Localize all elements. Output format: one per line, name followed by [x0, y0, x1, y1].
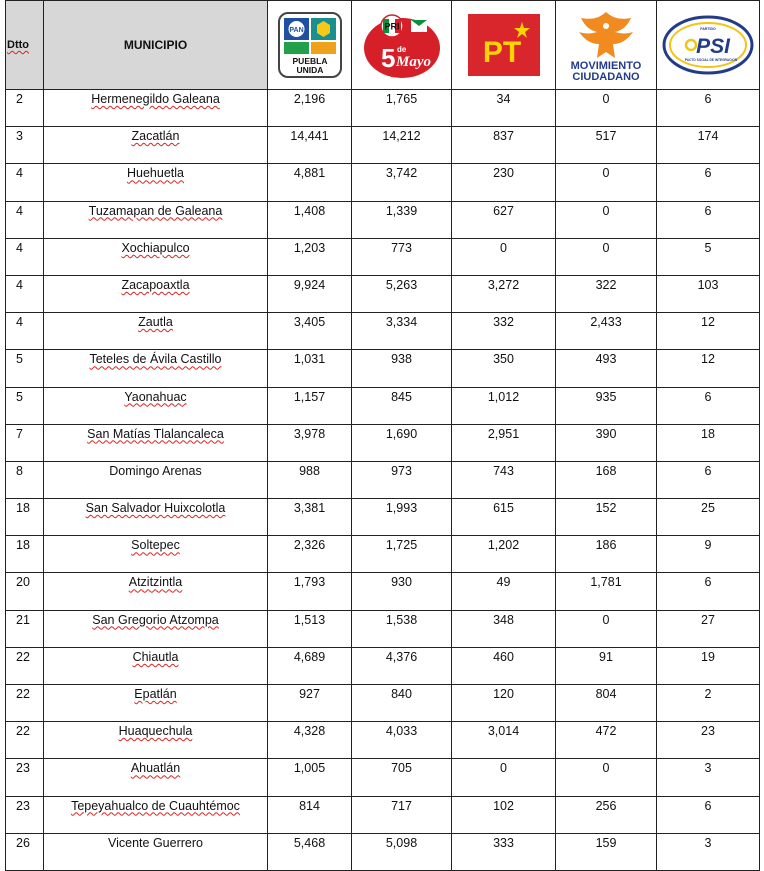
cell-pt: 102: [452, 796, 556, 833]
table-row: [6, 313, 760, 350]
cell-psi: 23: [657, 722, 760, 759]
cell-pri: 14,212: [352, 127, 452, 164]
cell-municipio: Xochiapulco: [44, 238, 268, 275]
svg-text:PAN: PAN: [288, 27, 304, 34]
cell-puebla-unida: 1,031: [268, 350, 352, 387]
psi-top-label: PARTIDO: [700, 27, 716, 31]
cell-pri: 1,725: [352, 536, 452, 573]
cell-puebla-unida: 4,328: [268, 722, 352, 759]
cell-psi: 3: [657, 833, 760, 870]
pt-logo: [466, 12, 542, 78]
psi-label: PSI: [696, 35, 730, 58]
results-table: [5, 0, 760, 871]
cell-puebla-unida: 9,924: [268, 275, 352, 312]
unida-label: UNIDA: [296, 65, 323, 75]
cell-psi: 6: [657, 387, 760, 424]
table-row: [6, 610, 760, 647]
cell-puebla-unida: 4,689: [268, 647, 352, 684]
table-row: [6, 201, 760, 238]
cell-pri: 973: [352, 461, 452, 498]
cell-puebla-unida: 1,513: [268, 610, 352, 647]
cell-pri: 5,098: [352, 833, 452, 870]
cell-municipio: San Gregorio Atzompa: [44, 610, 268, 647]
cell-dtto: 4: [6, 238, 44, 275]
cell-puebla-unida: 4,881: [268, 164, 352, 201]
table-row: [6, 275, 760, 312]
cell-municipio: Chiautla: [44, 647, 268, 684]
cell-pri: 717: [352, 796, 452, 833]
cell-psi: 9: [657, 536, 760, 573]
cell-pri: 1,339: [352, 201, 452, 238]
cell-psi: 5: [657, 238, 760, 275]
cell-pri: 705: [352, 759, 452, 796]
cell-puebla-unida: 14,441: [268, 127, 352, 164]
cell-movimiento-ciudadano: 0: [556, 164, 657, 201]
cell-movimiento-ciudadano: 935: [556, 387, 657, 424]
table-row: [6, 833, 760, 870]
cell-pri: 1,690: [352, 424, 452, 461]
cell-dtto: 22: [6, 685, 44, 722]
cell-psi: 103: [657, 275, 760, 312]
header-psi: [657, 1, 760, 90]
cell-psi: 6: [657, 201, 760, 238]
cell-psi: 6: [657, 164, 760, 201]
table-row: [6, 499, 760, 536]
cell-pri: 4,376: [352, 647, 452, 684]
cell-puebla-unida: 1,793: [268, 573, 352, 610]
five-label: 5: [380, 43, 395, 73]
cell-puebla-unida: 1,005: [268, 759, 352, 796]
cell-pri: 840: [352, 685, 452, 722]
cell-movimiento-ciudadano: 256: [556, 796, 657, 833]
table-row: [6, 387, 760, 424]
cell-puebla-unida: 1,408: [268, 201, 352, 238]
cell-movimiento-ciudadano: 1,781: [556, 573, 657, 610]
table-row: [6, 238, 760, 275]
table-row: [6, 164, 760, 201]
mayo-label: Mayo: [395, 54, 431, 70]
psi-bottom-label: PACTO SOCIAL DE INTEGRACION: [684, 58, 738, 62]
cell-pt: 0: [452, 759, 556, 796]
cell-movimiento-ciudadano: 152: [556, 499, 657, 536]
table-row: [6, 90, 760, 127]
table-row: [6, 424, 760, 461]
cell-pt: 332: [452, 313, 556, 350]
cell-psi: 12: [657, 313, 760, 350]
cell-dtto: 22: [6, 722, 44, 759]
cell-movimiento-ciudadano: 2,433: [556, 313, 657, 350]
cell-movimiento-ciudadano: 91: [556, 647, 657, 684]
cell-movimiento-ciudadano: 0: [556, 759, 657, 796]
cell-movimiento-ciudadano: 390: [556, 424, 657, 461]
cell-dtto: 3: [6, 127, 44, 164]
cell-pri: 4,033: [352, 722, 452, 759]
cell-dtto: 4: [6, 313, 44, 350]
cell-puebla-unida: 5,468: [268, 833, 352, 870]
cell-dtto: 22: [6, 647, 44, 684]
cell-municipio: Atzitzintla: [44, 573, 268, 610]
cell-municipio: Vicente Guerrero: [44, 833, 268, 870]
cell-municipio: Huaquechula: [44, 722, 268, 759]
cell-municipio: Teteles de Ávila Castillo: [44, 350, 268, 387]
cell-psi: 3: [657, 759, 760, 796]
pri-label: PRI: [383, 21, 400, 32]
cell-pt: 34: [452, 90, 556, 127]
cell-pri: 845: [352, 387, 452, 424]
cell-psi: 25: [657, 499, 760, 536]
cell-pt: 460: [452, 647, 556, 684]
cell-movimiento-ciudadano: 472: [556, 722, 657, 759]
cell-pt: 3,014: [452, 722, 556, 759]
header-row: [6, 1, 760, 90]
table-row: [6, 461, 760, 498]
cell-pt: 0: [452, 238, 556, 275]
cell-psi: 19: [657, 647, 760, 684]
cell-puebla-unida: 3,381: [268, 499, 352, 536]
cell-pri: 5,263: [352, 275, 452, 312]
cell-pt: 348: [452, 610, 556, 647]
cell-municipio: Epatlán: [44, 685, 268, 722]
de-label: de: [396, 45, 406, 54]
cell-psi: 2: [657, 685, 760, 722]
cell-municipio: Zacapoaxtla: [44, 275, 268, 312]
cell-dtto: 23: [6, 759, 44, 796]
cell-dtto: 5: [6, 387, 44, 424]
cell-pt: 333: [452, 833, 556, 870]
cell-pri: 3,334: [352, 313, 452, 350]
cell-dtto: 20: [6, 573, 44, 610]
cell-movimiento-ciudadano: 0: [556, 238, 657, 275]
cell-pt: 49: [452, 573, 556, 610]
cell-dtto: 26: [6, 833, 44, 870]
header-municipio: MUNICIPIO: [44, 1, 268, 90]
cell-pt: 1,012: [452, 387, 556, 424]
cell-municipio: Ahuatlán: [44, 759, 268, 796]
cell-pt: 3,272: [452, 275, 556, 312]
ciudadano-label: CIUDADANO: [572, 71, 640, 82]
eagle-icon: [561, 8, 651, 82]
cell-pt: 230: [452, 164, 556, 201]
cell-dtto: 4: [6, 201, 44, 238]
cell-puebla-unida: 3,978: [268, 424, 352, 461]
cell-pt: 2,951: [452, 424, 556, 461]
results-table-wrapper: [5, 0, 760, 871]
cell-puebla-unida: 1,157: [268, 387, 352, 424]
cell-psi: 18: [657, 424, 760, 461]
cell-pri: 938: [352, 350, 452, 387]
cell-psi: 12: [657, 350, 760, 387]
table-row: [6, 759, 760, 796]
psi-logo: [661, 14, 755, 76]
cell-movimiento-ciudadano: 168: [556, 461, 657, 498]
cell-psi: 6: [657, 796, 760, 833]
cell-movimiento-ciudadano: 493: [556, 350, 657, 387]
cell-movimiento-ciudadano: 0: [556, 610, 657, 647]
header-pt: [452, 1, 556, 90]
cell-municipio: San Salvador Huixcolotla: [44, 499, 268, 536]
cell-dtto: 8: [6, 461, 44, 498]
pan-panal-logo: [277, 11, 343, 79]
cell-dtto: 4: [6, 275, 44, 312]
cell-movimiento-ciudadano: 159: [556, 833, 657, 870]
table-row: [6, 796, 760, 833]
cell-dtto: 21: [6, 610, 44, 647]
cell-pri: 1,538: [352, 610, 452, 647]
cell-municipio: Hermenegildo Galeana: [44, 90, 268, 127]
cell-municipio: Huehuetla: [44, 164, 268, 201]
cell-pt: 120: [452, 685, 556, 722]
table-row: [6, 647, 760, 684]
cell-municipio: Tuzamapan de Galeana: [44, 201, 268, 238]
table-body: [6, 90, 760, 871]
cell-pt: 743: [452, 461, 556, 498]
table-row: [6, 350, 760, 387]
header-pri-5-mayo: [352, 1, 452, 90]
cell-psi: 6: [657, 461, 760, 498]
cell-puebla-unida: 3,405: [268, 313, 352, 350]
table-row: [6, 127, 760, 164]
cell-dtto: 4: [6, 164, 44, 201]
cell-dtto: 5: [6, 350, 44, 387]
cell-puebla-unida: 988: [268, 461, 352, 498]
cell-psi: 27: [657, 610, 760, 647]
table-row: [6, 685, 760, 722]
cell-movimiento-ciudadano: 186: [556, 536, 657, 573]
cell-puebla-unida: 2,326: [268, 536, 352, 573]
cell-psi: 6: [657, 573, 760, 610]
header-dtto: Dtto: [6, 1, 44, 90]
cell-municipio: San Matías Tlalancaleca: [44, 424, 268, 461]
cell-dtto: 7: [6, 424, 44, 461]
cell-puebla-unida: 814: [268, 796, 352, 833]
cell-movimiento-ciudadano: 322: [556, 275, 657, 312]
cell-puebla-unida: 927: [268, 685, 352, 722]
puebla-label: PUEBLA: [292, 56, 327, 66]
cell-pri: 3,742: [352, 164, 452, 201]
table-row: [6, 722, 760, 759]
cell-movimiento-ciudadano: 0: [556, 90, 657, 127]
cell-dtto: 18: [6, 536, 44, 573]
pt-label: PT: [482, 36, 521, 69]
cell-dtto: 18: [6, 499, 44, 536]
cell-municipio: Tepeyahualco de Cuauhtémoc: [44, 796, 268, 833]
cell-pri: 1,765: [352, 90, 452, 127]
cell-municipio: Zautla: [44, 313, 268, 350]
cell-pt: 837: [452, 127, 556, 164]
cell-municipio: Domingo Arenas: [44, 461, 268, 498]
cell-pt: 1,202: [452, 536, 556, 573]
movimiento-label: MOVIMIENTO: [570, 60, 642, 72]
cell-municipio: Soltepec: [44, 536, 268, 573]
cell-puebla-unida: 2,196: [268, 90, 352, 127]
cell-pt: 615: [452, 499, 556, 536]
cell-movimiento-ciudadano: 517: [556, 127, 657, 164]
cell-municipio: Yaonahuac: [44, 387, 268, 424]
cell-puebla-unida: 1,203: [268, 238, 352, 275]
cell-psi: 6: [657, 90, 760, 127]
cell-dtto: 23: [6, 796, 44, 833]
cell-psi: 174: [657, 127, 760, 164]
header-movimiento-ciudadano: [556, 1, 657, 90]
table-row: [6, 573, 760, 610]
cell-municipio: Zacatlán: [44, 127, 268, 164]
cell-movimiento-ciudadano: 0: [556, 201, 657, 238]
cell-dtto: 2: [6, 90, 44, 127]
cell-pt: 627: [452, 201, 556, 238]
pri-logo: [361, 10, 443, 80]
cell-movimiento-ciudadano: 804: [556, 685, 657, 722]
cell-pri: 773: [352, 238, 452, 275]
table-row: [6, 536, 760, 573]
cell-pt: 350: [452, 350, 556, 387]
header-puebla-unida: [268, 1, 352, 90]
cell-pri: 930: [352, 573, 452, 610]
cell-pri: 1,993: [352, 499, 452, 536]
